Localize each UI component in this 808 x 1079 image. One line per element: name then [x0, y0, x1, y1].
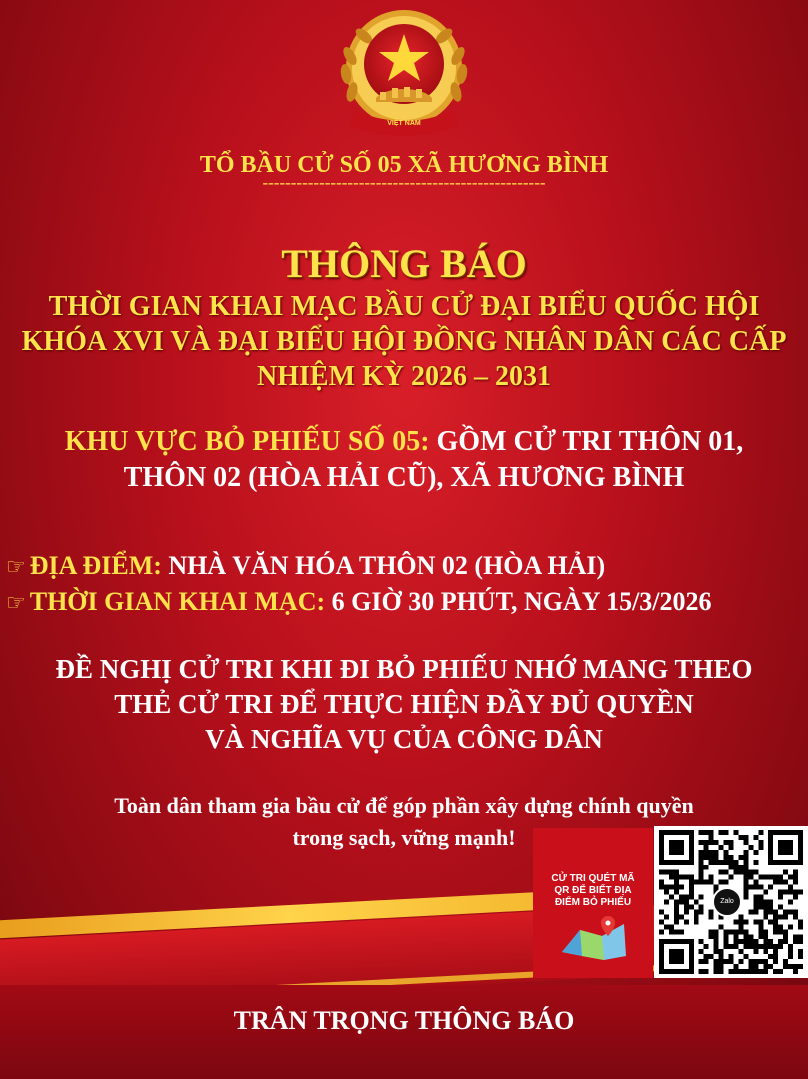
divider-line: -------------------------------------------------- — [262, 173, 546, 192]
voting-area-value-1: GỒM CỬ TRI THÔN 01, — [429, 426, 744, 457]
notice-subtitle-line-2: KHÓA XVI VÀ ĐẠI BIỂU HỘI ĐỒNG NHÂN DÂN CÁC CẤP — [21, 326, 787, 357]
request-line-2: THẺ CỬ TRI ĐỂ THỰC HIỆN ĐẦY ĐỦ QUYỀN — [114, 689, 694, 719]
national-emblem — [324, 6, 484, 146]
location-row — [6, 551, 605, 581]
pointing-hand-icon: ☞ — [6, 555, 26, 580]
opening-time-row — [6, 587, 712, 617]
scan-line-3: ĐIỂM BỎ PHIẾU — [554, 897, 632, 908]
notice-subtitle-line-3: NHIỆM KỲ 2026 – 2031 — [257, 361, 551, 392]
request-line-1: ĐỀ NGHỊ CỬ TRI KHI ĐI BỎ PHIẾU NHỚ MANG THEO — [55, 654, 753, 684]
voter-request-block — [0, 652, 808, 757]
voting-area-block — [0, 424, 808, 496]
location-value: NHÀ VĂN HÓA THÔN 02 (HÒA HẢI) — [161, 551, 606, 580]
slogan-line-2: trong sạch, vững mạnh! — [292, 825, 516, 850]
scan-line-2: QR ĐỂ BIẾT ĐỊA — [554, 885, 632, 896]
voting-area-line-2: THÔN 02 (HÒA HẢI CŨ), XÃ HƯƠNG BÌNH — [123, 462, 685, 493]
voting-area-line-1 — [0, 424, 808, 460]
svg-text:VIỆT NAM: VIỆT NAM — [387, 120, 421, 127]
organization-title: TỔ BẦU CỬ SỐ 05 XÃ HƯƠNG BÌNH — [199, 152, 609, 178]
scan-instruction-text — [537, 873, 649, 909]
location-label: ĐỊA ĐIỂM: — [29, 551, 162, 580]
voting-area-label: KHU VỰC BỎ PHIẾU SỐ 05: — [64, 426, 430, 457]
opening-time-value: 6 GIỜ 30 PHÚT, NGÀY 15/3/2026 — [325, 587, 712, 616]
map-pin-icon — [558, 912, 630, 962]
scan-line-1: CỬ TRI QUÉT MÃ — [551, 873, 635, 884]
notice-subtitle-line-1: THỜI GIAN KHAI MẠC BẦU CỬ ĐẠI BIỂU QUỐC HỘI — [48, 291, 760, 322]
opening-time-label: THỜI GIAN KHAI MẠC: — [29, 587, 326, 616]
zalo-logo-icon: Zalo — [712, 887, 742, 917]
pointing-hand-icon: ☞ — [6, 591, 26, 616]
request-line-3: VÀ NGHĨA VỤ CỦA CÔNG DÂN — [205, 724, 603, 754]
footer-text: TRÂN TRỌNG THÔNG BÁO — [233, 1006, 575, 1035]
notice-title: THÔNG BÁO — [281, 241, 527, 286]
slogan-line-1: Toàn dân tham gia bầu cử để góp phần xây dựng chính quyền — [114, 793, 694, 818]
